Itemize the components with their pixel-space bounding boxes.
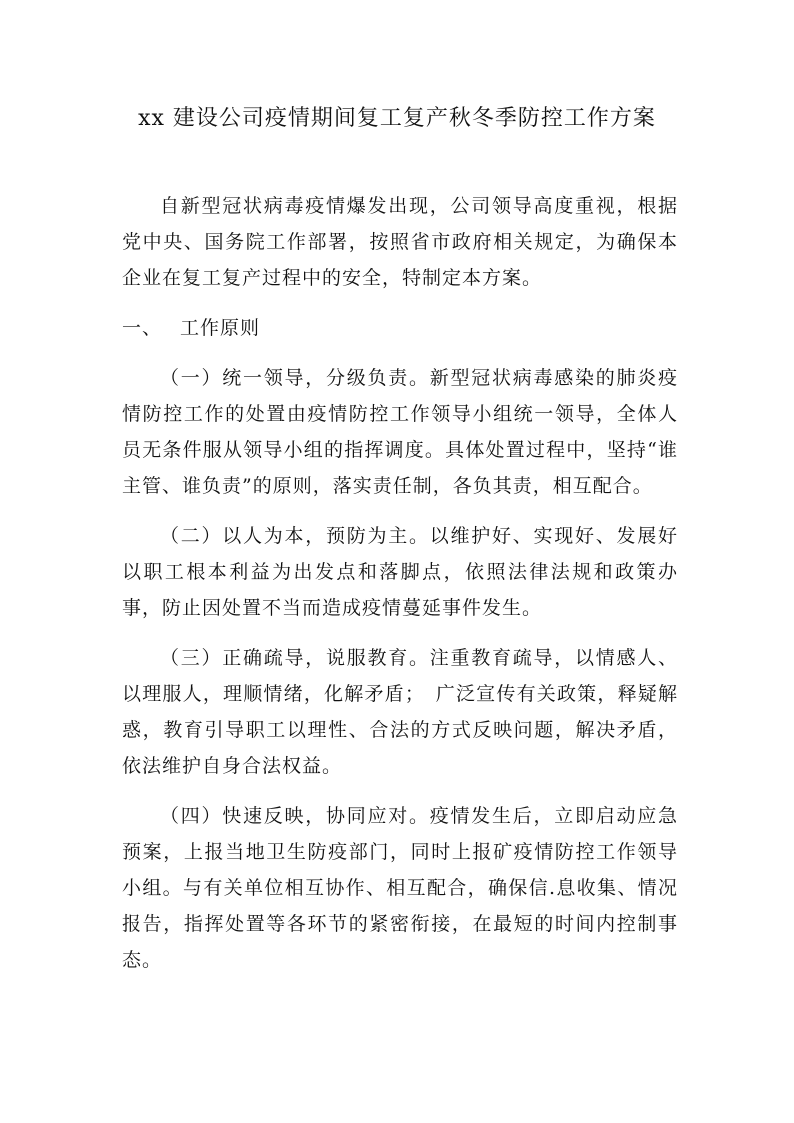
principle-item-4: （四）快速反映，协同应对。疫情发生后，立即启动应急预案，上报当地卫生防疫部门，同时上报矿疫情防控工作领导小组。与有关单位相互协作、相互配合，确保信.息收集、情况报告，指挥处置等各环节的紧密衔接，在最短的时间内控制事态。 — [122, 805, 678, 971]
principle-item-1: （一）统一领导，分级负责。新型冠状病毒感染的肺炎疫情防控工作的处置由疫情防控工作领导小组统一领导，全体人员无条件服从领导小组的指挥调度。具体处置过程中，坚持“谁主管、谁负责”的原则，落实责任制，各负其责，相互配合。 — [122, 367, 678, 497]
document-title: xx 建设公司疫情期间复工复产秋冬季防控工作方案 — [138, 106, 656, 131]
principle-item-3: （三）正确疏导，说服教育。注重教育疏导，以情感人、以理服人，理顺情绪，化解矛盾； 广泛宣传有关政策，释疑解惑，教育引导职工以理性、合法的方式反映问题，解决矛盾，依法维护自身合法权益。 — [122, 647, 678, 777]
intro-paragraph: 自新型冠状病毒疫情爆发出现，公司领导高度重视，根据党中央、国务院工作部署，按照省市政府相关规定，为确保本企业在复工复产过程中的安全，特制定本方案。 — [122, 195, 678, 289]
document-body — [122, 188, 678, 992]
section-heading — [122, 310, 678, 346]
principle-item-2: （二）以人为本，预防为主。以维护好、实现好、发展好以职工根本利益为出发点和落脚点，依照法律法规和政策办事，防止因处置不当而造成疫情蔓延事件发生。 — [122, 525, 678, 619]
section-number: 一、 — [122, 317, 163, 339]
section-heading-text: 工作原则 — [180, 317, 261, 339]
